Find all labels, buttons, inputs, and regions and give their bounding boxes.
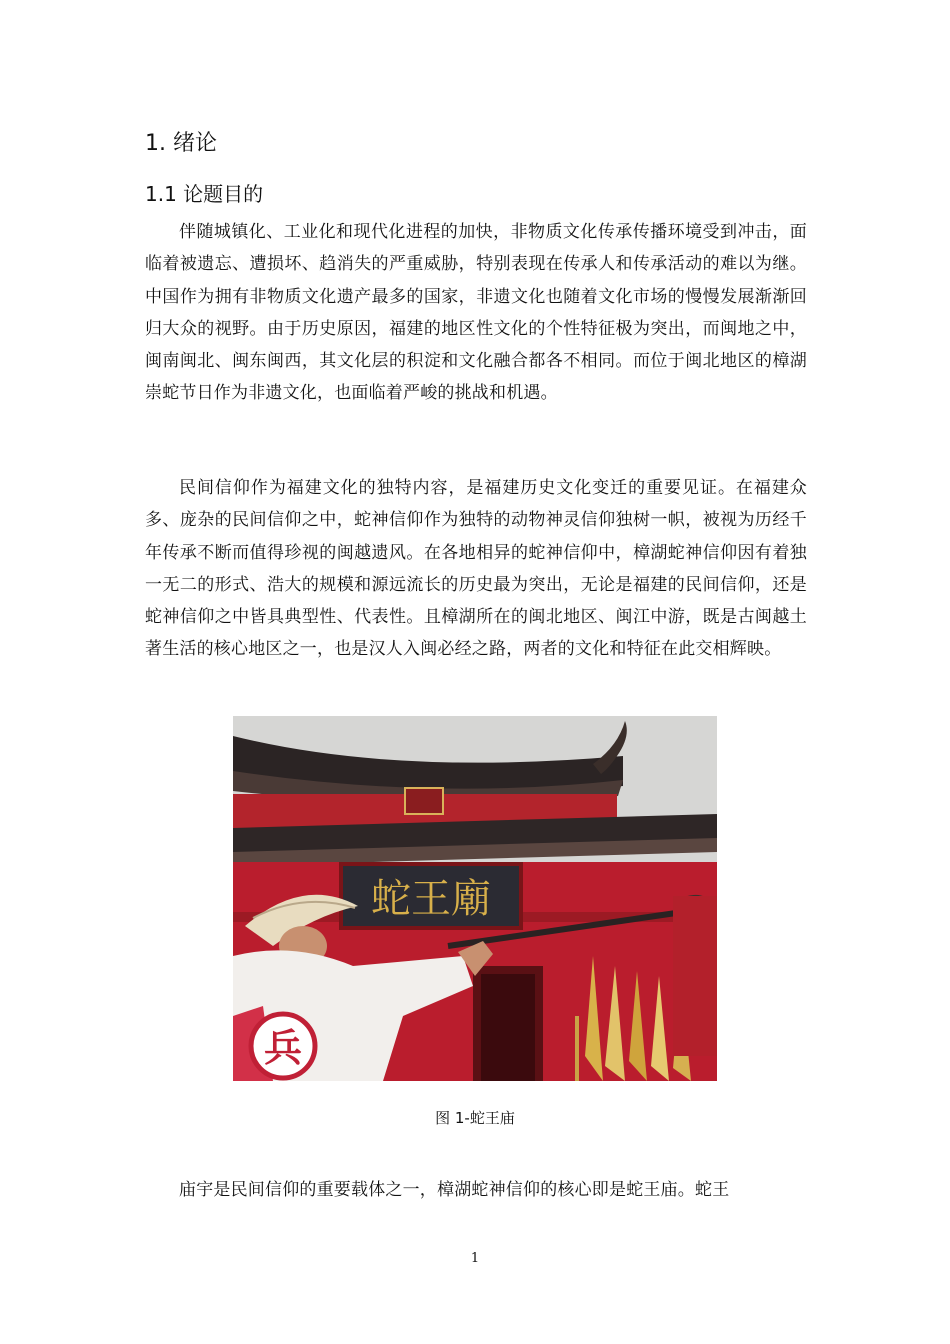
paragraph-1: 伴随城镇化、工业化和现代化进程的加快，非物质文化传承传播环境受到冲击，面临着被遗忘、遭损坏、趋消失的严重威胁，特别表现在传承人和传承活动的难以为继。中国作为拥有非物质文化遗产最多的国家，非遗文化也随着文化市场的慢慢发展渐渐回归大众的视野。由于历史原因，福建的地区性文化的个性特征极为突出，而闽地之中，闽南闽北、闽东闽西，其文化层的积淀和文化融合都各不相同。而位于闽北地区的樟湖崇蛇节日作为非遗文化，也面临着严峻的挑战和机遇。 — [145, 222, 807, 404]
temple-sign-text: 蛇王廟 — [371, 876, 491, 922]
chapter-heading: 1. 绪论 — [145, 131, 217, 156]
section-heading: 1.1 论题目的 — [145, 182, 264, 206]
uniform-badge-text: 兵 — [263, 1026, 303, 1070]
temple-photo — [233, 716, 717, 1081]
figure-caption: 图 1-蛇王庙 — [435, 1109, 515, 1127]
paragraph-2: 民间信仰作为福建文化的独特内容，是福建历史文化变迁的重要见证。在福建众多、庞杂的民间信仰之中，蛇神信仰作为独特的动物神灵信仰独树一帜，被视为历经千年传承不断而值得珍视的闽越遗风。在各地相异的蛇神信仰中，樟湖蛇神信仰因有着独一无二的形式、浩大的规模和源远流长的历史最为突出，无论是福建的民间信仰，还是蛇神信仰之中皆具典型性、代表性。且樟湖所在的闽北地区、闽江中游，既是古闽越土著生活的核心地区之一，也是汉人入闽必经之路，两者的文化和特征在此交相辉映。 — [145, 478, 807, 660]
paragraph-3: 庙宇是民间信仰的重要载体之一，樟湖蛇神信仰的核心即是蛇王庙。蛇王 — [179, 1180, 730, 1200]
page-number: 1 — [470, 1251, 480, 1266]
